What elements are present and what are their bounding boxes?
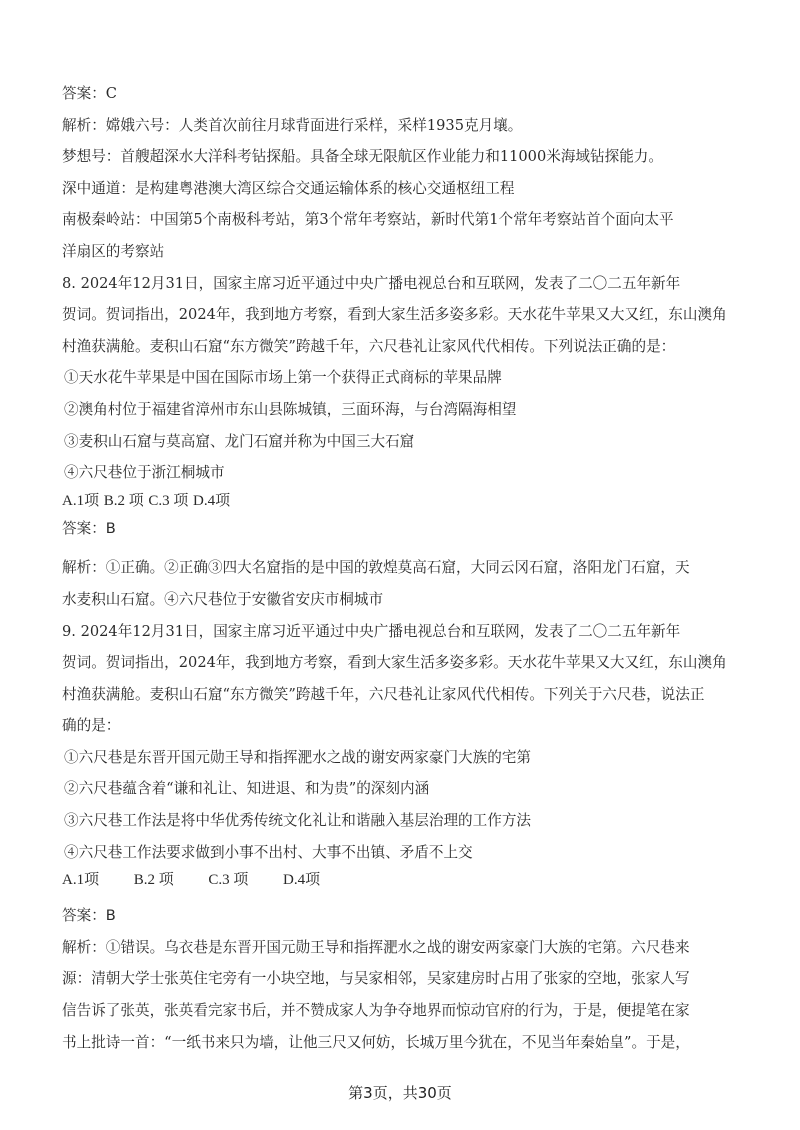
question-9-stem: 贺词。贺词指出，2024年，我到地方考察，看到大家生活多姿多彩。天水花牛苹果又大又红，东山澳角 (62, 654, 727, 672)
answer-line: 答案：C (62, 85, 117, 102)
question-8-item: ④六尺巷位于浙江桐城市 (64, 464, 225, 482)
option-a: A.1项 (62, 872, 100, 889)
question-9-item: ③六尺巷工作法是将中华优秀传统文化礼让和谐融入基层治理的工作方法 (64, 812, 532, 830)
analysis-line: 南极秦岭站：中国第5个南极科考站，第3个常年考察站，新时代第1个常年考察站首个面向太平 (62, 211, 674, 229)
question-9-analysis: 书上批诗一首：“一纸书来只为墙，让他三尺又何妨，长城万里今犹在，不见当年秦始皇”。于是， (62, 1033, 690, 1051)
question-9-stem: 确的是： (62, 717, 121, 735)
question-9-analysis: 信告诉了张英，张英看完家书后，并不赞成家人为争夺地界而惊动官府的行为，于是，便提笔在家 (62, 1002, 690, 1020)
question-8-analysis: 解析：①正确。②正确③四大名窟指的是中国的敦煌莫高石窟，大同云冈石窟，洛阳龙门石窟，天 (62, 559, 690, 577)
option-b: B.2 项 (133, 872, 174, 889)
question-9-stem: 9. 2024年12月31日，国家主席习近平通过中央广播电视总台和互联网，发表了二〇二五年新年 (62, 622, 681, 640)
question-9-analysis: 解析：①错误。乌衣巷是东晋开国元勋王导和指挥淝水之战的谢安两家豪门大族的宅第。六尺巷来 (62, 938, 690, 956)
option-d: D.4项 (193, 492, 231, 509)
question-8-item: ②澳角村位于福建省漳州市东山县陈城镇，三面环海，与台湾隔海相望 (64, 400, 517, 418)
question-9-stem: 村渔获满舱。麦积山石窟“东方微笑”跨越千年，六尺巷礼让家风代代相传。下列关于六尺巷，说法正 (62, 685, 705, 703)
question-8-analysis: 水麦积山石窟。④六尺巷位于安徽省安庆市桐城市 (62, 590, 384, 608)
question-9-item: ②六尺巷蕴含着“谦和礼让、知进退、和为贵”的深刻内涵 (64, 780, 430, 798)
analysis-line: 深中通道：是构建粤港澳大湾区综合交通运输体系的核心交通枢纽工程 (62, 179, 515, 197)
analysis-line: 洋扇区的考察站 (62, 242, 165, 260)
option-b: B.2 项 (103, 492, 144, 509)
question-9-analysis: 源：清朝大学士张英住宅旁有一小块空地，与吴家相邻，吴家建房时占用了张家的空地，张家人写 (62, 970, 690, 988)
question-8-item: ①天水花牛苹果是中国在国际市场上第一个获得正式商标的苹果品牌 (64, 369, 502, 387)
question-9-item: ④六尺巷工作法要求做到小事不出村、大事不出镇、矛盾不上交 (64, 843, 473, 861)
analysis-line: 解析：嫦娥六号：人类首次前往月球背面进行采样，采样1935克月壤。 (62, 116, 523, 134)
question-8-options (62, 489, 748, 513)
question-8-item: ③麦积山石窟与莫高窟、龙门石窟并称为中国三大石窟 (64, 432, 415, 450)
question-9-options (62, 868, 748, 892)
question-8-stem: 贺词。贺词指出，2024年，我到地方考察，看到大家生活多姿多彩。天水花牛苹果又大又红，东山澳角 (62, 306, 727, 324)
option-c: C.3 项 (208, 872, 249, 889)
option-a: A.1项 (62, 492, 100, 509)
question-8-stem: 村渔获满舱。麦积山石窟“东方微笑”跨越千年，六尺巷礼让家风代代相传。下列说法正确的是： (62, 337, 676, 355)
option-d: D.4项 (283, 872, 321, 889)
analysis-line: 梦想号：首艘超深水大洋科考钻探船。具备全球无限航区作业能力和11000米海域钻探能力。 (62, 148, 663, 166)
question-9-item: ①六尺巷是东晋开国元勋王导和指挥淝水之战的谢安两家豪门大族的宅第 (64, 748, 532, 766)
page-number: 第3页，共30页 (348, 1084, 452, 1102)
question-8-stem: 8. 2024年12月31日，国家主席习近平通过中央广播电视总台和互联网，发表了二〇二五年新年 (62, 274, 681, 292)
question-9-answer: 答案：B (62, 907, 116, 925)
question-8-answer: 答案：B (62, 519, 116, 537)
option-c: C.3 项 (148, 492, 189, 509)
